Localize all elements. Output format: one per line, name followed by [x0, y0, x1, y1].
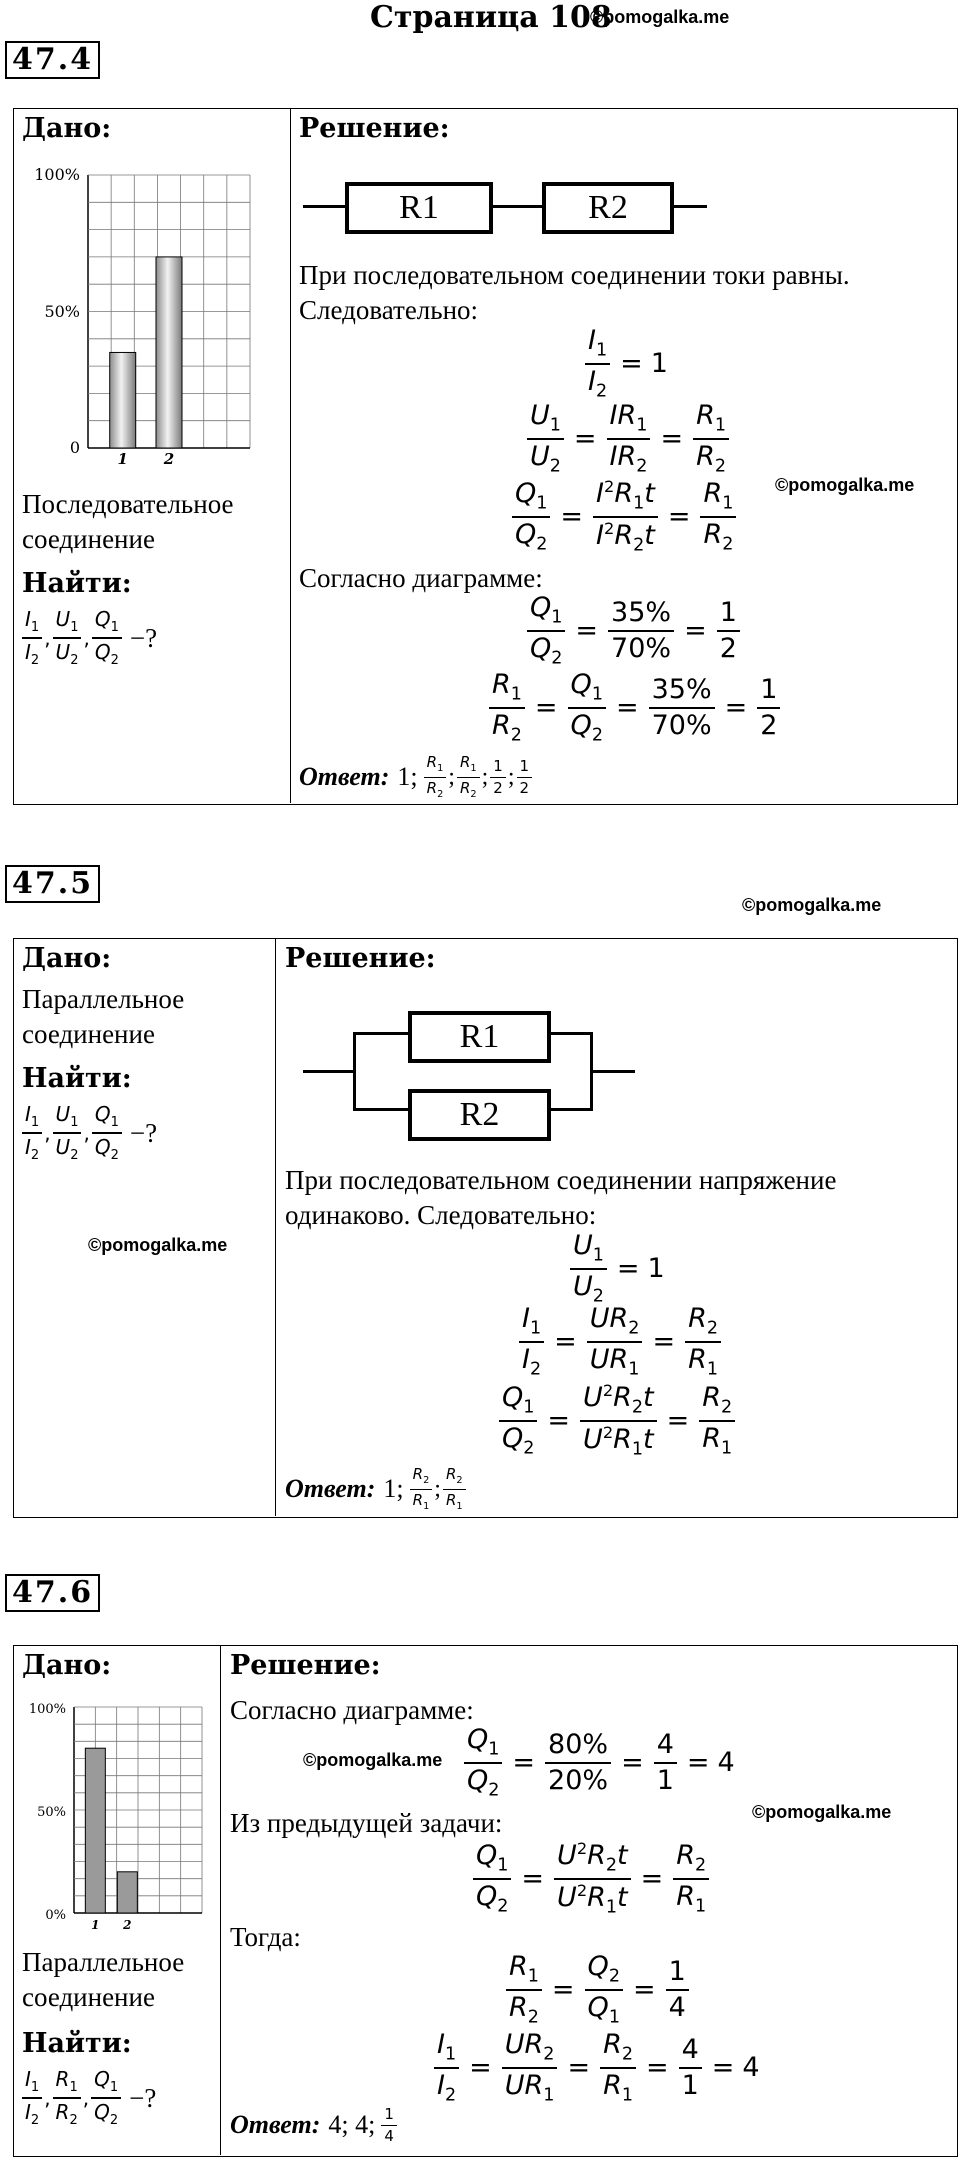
answer: Ответ: 4; 4; 1 4 [230, 2106, 399, 2144]
watermark: ©pomogalka.me [590, 7, 730, 27]
resistor-r2: R2 [408, 1089, 551, 1141]
answer: Ответ: 1; $R_2$ $R_1$ ; $R_2$ $R_1$ [285, 1466, 468, 1512]
given-label: Дано: [22, 1650, 112, 1681]
equation: $\frac{Q_1}{Q_2}$ = $\frac{35\%}{70\%}$ = $\frac{1}{2}$ [525, 593, 742, 668]
equation: $\frac{U_1}{U_2}$ = $\frac{IR_1}{IR_2}$ = $\frac{R_1}{R_2}$ [525, 401, 731, 476]
bar-chart-47-4 [18, 160, 258, 480]
equation: $\frac{I_1}{I_2}$ = $\frac{UR_2}{UR_1}$ = $\frac{R_2}{R_1}$ = $\frac{4}{1}$ = 4 [432, 2030, 760, 2105]
equation: $\frac{I_1}{I_2}$ = 1 [583, 326, 668, 401]
find-label: Найти: [22, 1063, 132, 1094]
problem-number: 47.4 [5, 41, 100, 79]
solution-text: Согласно диаграмме: [230, 1695, 474, 1725]
answer-label: Ответ: [285, 1474, 376, 1504]
answer-label: Ответ: [230, 2110, 321, 2139]
answer: Ответ: 1; $R_1$ $R_2$ ; $R_1$ $R_2$ ; 1 2 ; 1 2 [299, 754, 534, 800]
solution-text: Из предыдущей задачи: [230, 1808, 503, 1838]
circuit-wire [590, 1070, 635, 1073]
y-tick-label: 100% [28, 1702, 66, 1717]
x-tick-label: 1 [117, 450, 128, 468]
y-tick-label: 50% [37, 1805, 66, 1820]
watermark: ©pomogalka.me [88, 1235, 228, 1255]
problem-number: 47.5 [5, 865, 100, 903]
resistor-r2: R2 [542, 182, 674, 234]
x-tick-label: 2 [123, 1918, 132, 1932]
equation: $\frac{Q_1}{Q_2}$ = $\frac{80\%}{20\%}$ = $\frac{4}{1}$ = 4 [462, 1725, 735, 1800]
find-label: Найти: [22, 2028, 132, 2059]
column-divider [220, 1645, 221, 2155]
x-tick-label: 2 [163, 450, 175, 468]
solution-label: Решение: [285, 943, 436, 974]
solution-text: При последовательном соединении напряжение одинаково. Следовательно: [285, 1165, 837, 1230]
circuit-wire [353, 1032, 356, 1110]
answer-value: 1; [397, 762, 418, 792]
watermark: ©pomogalka.me [752, 1802, 892, 1822]
chart-bar-1 [110, 352, 136, 448]
column-divider [275, 938, 276, 1516]
x-tick-label: 1 [91, 1918, 100, 1932]
find-quantities: $I_1$ $I_2$ , $U_1$ $U_2$ , $Q_1$ $Q_2$ −? [20, 1103, 157, 1164]
answer-value: 1; [383, 1474, 404, 1504]
given-label: Дано: [22, 113, 112, 144]
resistor-r1: R1 [408, 1011, 551, 1063]
resistor-r1: R1 [345, 182, 493, 234]
page-title: Страница 108 [370, 0, 612, 35]
equation: $\frac{I_1}{I_2}$ = $\frac{UR_2}{UR_1}$ = $\frac{R_2}{R_1}$ [517, 1304, 723, 1379]
equation: $\frac{U_1}{U_2}$ = 1 [568, 1231, 665, 1306]
y-tick-label: 50% [44, 302, 80, 321]
find-quantities: $I_1$ $I_2$ , $R_1$ $R_2$ , $Q_1$ $Q_2$ −? [20, 2068, 156, 2129]
y-tick-label: 100% [34, 165, 80, 184]
problem-number: 47.6 [5, 1574, 100, 1612]
given-connection: Параллельное соединение [22, 984, 185, 1049]
y-tick-label: 0% [45, 1908, 66, 1923]
chart-bar-2 [156, 257, 182, 448]
solution-text: Тогда: [230, 1922, 301, 1952]
column-divider [290, 108, 291, 803]
solution-label: Решение: [299, 113, 450, 144]
equation: $\frac{Q_1}{Q_2}$ = $\frac{U^2R_2t}{U^2R_1t}$ = $\frac{R_2}{R_1}$ [471, 1840, 711, 1917]
given-connection: Параллельное соединение [22, 1947, 185, 2012]
solution-text: Согласно диаграмме: [299, 563, 543, 593]
equation: $\frac{Q_1}{Q_2}$ = $\frac{U^2R_2t}{U^2R_1t}$ = $\frac{R_2}{R_1}$ [497, 1382, 737, 1459]
answer-value: 4; 4; [328, 2110, 376, 2139]
equation: $\frac{R_1}{R_2}$ = $\frac{Q_1}{Q_2}$ = $\frac{35\%}{70\%}$ = $\frac{1}{2}$ [487, 670, 782, 745]
circuit-wire [303, 1070, 353, 1073]
given-connection: Последовательное соединение [22, 489, 234, 554]
bar-chart-47-6 [18, 1695, 218, 1935]
chart-bar-1 [85, 1748, 105, 1913]
equation: $\frac{R_1}{R_2}$ = $\frac{Q_2}{Q_1}$ = $\frac{1}{4}$ [504, 1952, 691, 2027]
watermark: ©pomogalka.me [742, 895, 882, 915]
find-quantities: $I_1$ $I_2$ , $U_1$ $U_2$ , $Q_1$ $Q_2$ −? [20, 608, 157, 669]
watermark: ©pomogalka.me [775, 475, 915, 495]
solution-text: При последовательном соединении токи равны. Следовательно: [299, 260, 850, 325]
given-label: Дано: [22, 943, 112, 974]
equation: $\frac{Q_1}{Q_2}$ = $\frac{I^2R_1t}{I^2R_2t}$ = $\frac{R_1}{R_2}$ [510, 478, 738, 555]
solution-label: Решение: [230, 1650, 381, 1681]
answer-label: Ответ: [299, 762, 390, 792]
chart-bar-2 [117, 1872, 137, 1913]
watermark: ©pomogalka.me [303, 1750, 443, 1770]
find-label: Найти: [22, 568, 132, 599]
y-tick-label: 0 [69, 438, 80, 457]
